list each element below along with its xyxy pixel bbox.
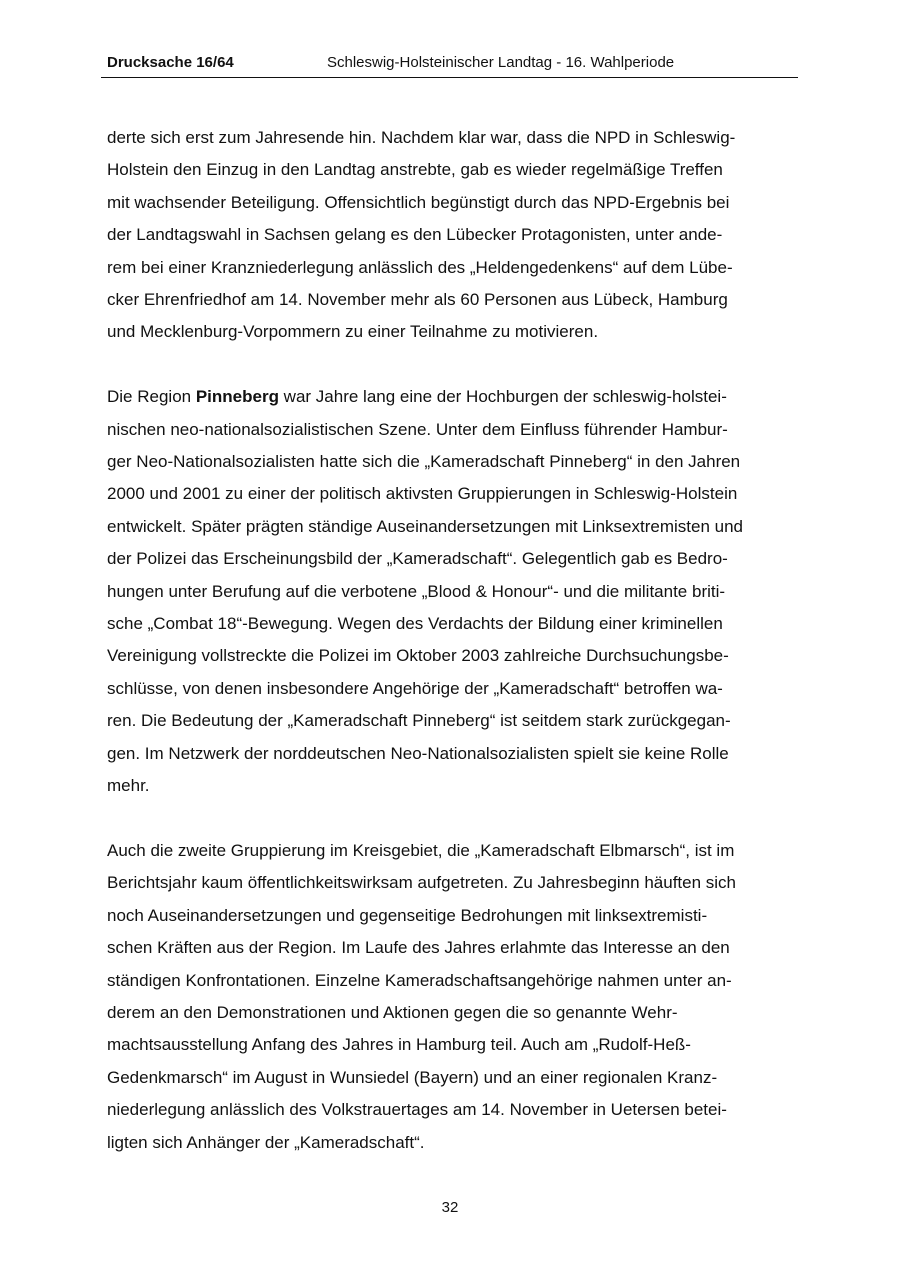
document-number: Drucksache 16/64 (107, 54, 234, 71)
text-line: derem an den Demonstrationen und Aktionen gegen die so genannte Wehr- (107, 1002, 678, 1022)
text-line: cker Ehrenfriedhof am 14. November mehr als 60 Personen aus Lübeck, Hamburg (107, 290, 728, 310)
text-line (107, 381, 797, 413)
text-line: ger Neo-Nationalsozialisten hatte sich die „Kameradschaft Pinneberg“ in den Jahren (107, 452, 741, 472)
text-line: machtsausstellung Anfang des Jahres in Hamburg teil. Auch am „Rudolf-Heß- (107, 1035, 691, 1055)
text-line: mit wachsender Beteiligung. Offensichtlich begünstigt durch das NPD-Ergebnis bei (107, 192, 730, 212)
text-line: rem bei einer Kranzniederlegung anlässlich des „Heldengedenkens“ auf dem Lübe- (107, 257, 733, 277)
text-line: niederlegung anlässlich des Volkstrauertages am 14. November in Uetersen betei- (107, 1100, 727, 1120)
page-header (101, 52, 798, 78)
region-name-bold: Pinneberg (195, 387, 279, 407)
text-line: sche „Combat 18“-Bewegung. Wegen des Verdachts der Bildung einer kriminellen (107, 614, 723, 634)
text-line: Berichtsjahr kaum öffentlichkeitswirksam aufgetreten. Zu Jahresbeginn häuften sich (107, 873, 737, 893)
parliament-title: Schleswig-Holsteinischer Landtag - 16. Wahlperiode (327, 54, 675, 71)
paragraph-3 (107, 835, 797, 1159)
paragraph-spacer (107, 349, 797, 381)
text-line: mehr. (107, 776, 150, 796)
text-line: Holstein den Einzug in den Landtag anstrebte, gab es wieder regelmäßige Treffen (107, 160, 723, 180)
text-line: hungen unter Berufung auf die verbotene „Blood & Honour“- und die militante briti- (107, 581, 726, 601)
text-run: Die Region (107, 387, 196, 407)
text-run: war Jahre lang eine der Hochburgen der schleswig-holstei- (278, 387, 727, 407)
text-line: entwickelt. Später prägten ständige Auseinandersetzungen mit Linksextremisten und (107, 516, 743, 536)
text-line: gen. Im Netzwerk der norddeutschen Neo-Nationalsozialisten spielt sie keine Rolle (107, 743, 729, 763)
document-body (107, 122, 797, 1159)
paragraph-2 (107, 381, 797, 802)
text-line: Gedenkmarsch“ im August in Wunsiedel (Bayern) und an einer regionalen Kranz- (107, 1067, 718, 1087)
text-line: ren. Die Bedeutung der „Kameradschaft Pinneberg“ ist seitdem stark zurückgegan- (107, 711, 731, 731)
text-line: der Landtagswahl in Sachsen gelang es den Lübecker Protagonisten, unter ande- (107, 225, 723, 245)
text-line: nischen neo-nationalsozialistischen Szene. Unter dem Einfluss führender Hambur- (107, 419, 728, 439)
paragraph-spacer (107, 803, 797, 835)
text-line: ligten sich Anhänger der „Kameradschaft“. (107, 1132, 425, 1152)
text-line: Auch die zweite Gruppierung im Kreisgebiet, die „Kameradschaft Elbmarsch“, ist im (107, 840, 735, 860)
text-line: und Mecklenburg-Vorpommern zu einer Teilnahme zu motivieren. (107, 322, 599, 342)
text-line: 2000 und 2001 zu einer der politisch aktivsten Gruppierungen in Schleswig-Holstein (107, 484, 738, 504)
text-line: derte sich erst zum Jahresende hin. Nachdem klar war, dass die NPD in Schleswig- (107, 128, 736, 147)
text-line: schlüsse, von denen insbesondere Angehörige der „Kameradschaft“ betroffen wa- (107, 678, 723, 698)
text-line: ständigen Konfrontationen. Einzelne Kameradschaftsangehörige nahmen unter an- (107, 970, 732, 990)
text-line: der Polizei das Erscheinungsbild der „Kameradschaft“. Gelegentlich gab es Bedro- (107, 549, 728, 569)
text-line: Vereinigung vollstreckte die Polizei im Oktober 2003 zahlreiche Durchsuchungsbe- (107, 646, 729, 666)
text-line: schen Kräften aus der Region. Im Laufe des Jahres erlahmte das Interesse an den (107, 938, 730, 958)
paragraph-1 (107, 122, 797, 349)
page-number: 32 (441, 1199, 459, 1216)
text-line: noch Auseinandersetzungen und gegenseitige Bedrohungen mit linksextremisti- (107, 905, 708, 925)
